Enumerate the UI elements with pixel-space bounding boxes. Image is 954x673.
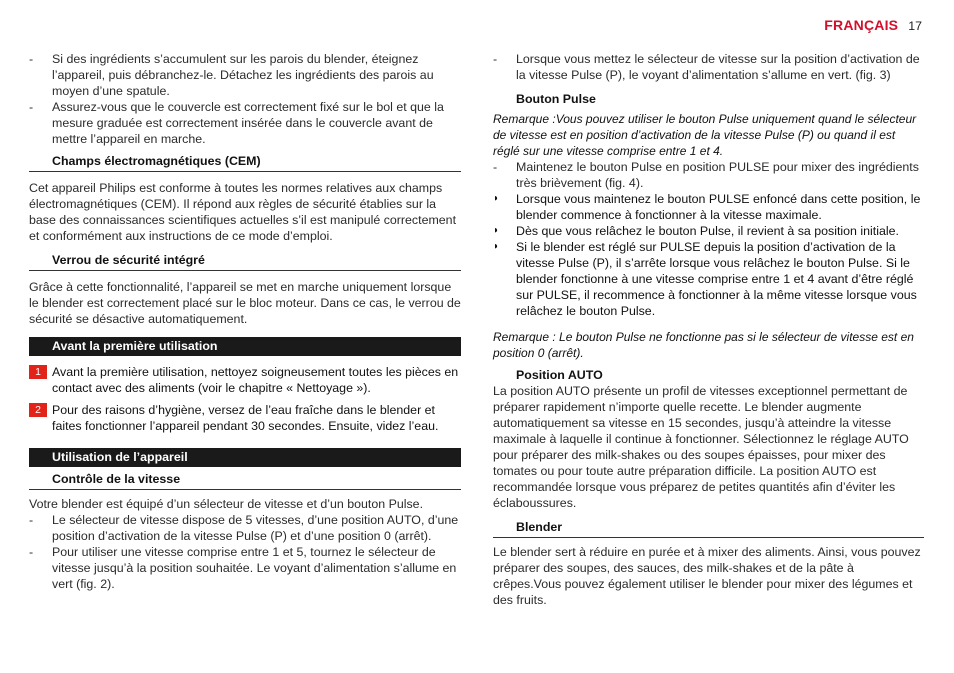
step-item bbox=[29, 402, 461, 434]
right-column bbox=[493, 51, 924, 608]
page-number: 17 bbox=[908, 19, 922, 33]
language-label: FRANÇAIS bbox=[824, 17, 899, 33]
step-number-badge: 2 bbox=[29, 403, 47, 417]
cem-paragraph: Cet appareil Philips est conforme à toutes les normes relatives aux champs électromagnétiques (CEM). Il répond aux règles de sécurité établies sur la base des connaissances scientifiques actuelles s’il est manipulé correctement et conformément aux instructions de ce mode d’emploi. bbox=[29, 181, 457, 243]
step-item bbox=[29, 364, 461, 396]
section-heading-pulse: Bouton Pulse bbox=[516, 92, 596, 106]
pulse-note: Remarque :Vous pouvez utiliser le bouton Pulse uniquement quand le sélecteur de vitesse est en position d’activation de la vitesse Pulse (P) ou quand il est réglé sur une vitesse comprise entre 1 et 4. bbox=[493, 112, 917, 158]
speed-intro: Votre blender est équipé d’un sélecteur de vitesse et d’un bouton Pulse. bbox=[29, 497, 424, 511]
section-heading-lock: Verrou de sécurité intégré bbox=[29, 252, 461, 271]
bullet-text: Dès que vous relâchez le bouton Pulse, il revient à sa position initiale. bbox=[516, 224, 899, 238]
bullet-text: Lorsque vous maintenez le bouton PULSE enfoncé dans cette position, le blender commence à fonctionner à la vitesse maximale. bbox=[516, 192, 921, 222]
section-heading-cem: Champs électromagnétiques (CEM) bbox=[29, 153, 461, 172]
bullet-icon: ◗ bbox=[493, 241, 500, 252]
section-heading-speed: Contrôle de la vitesse bbox=[29, 471, 461, 490]
bullet-icon: ◗ bbox=[493, 193, 500, 204]
list-item: - Assurez-vous que le couvercle est correctement fixé sur le bol et que la mesure graduée est correctement insérée dans le couvercle avant de mettre l’appareil en marche. bbox=[29, 99, 461, 147]
list-item: - Maintenez le bouton Pulse en position PULSE pour mixer des ingrédients très brièvement (fig. 4). bbox=[493, 159, 924, 191]
blender-paragraph: Le blender sert à réduire en purée et à mixer des aliments. Ainsi, vous pouvez préparer des soupes, des sauces, des milk-shakes et de la pâte à crêpes.Vous pouvez également utiliser le blender pour mixer des légumes et des fruits. bbox=[493, 545, 921, 607]
page-header bbox=[824, 17, 922, 34]
step-number-badge: 1 bbox=[29, 365, 47, 379]
bullet-item bbox=[493, 239, 924, 319]
bullet-item bbox=[493, 223, 924, 239]
bullet-item bbox=[493, 191, 924, 223]
section-heading-blender: Blender bbox=[493, 519, 924, 538]
lock-paragraph: Grâce à cette fonctionnalité, l’appareil se met en marche uniquement lorsque le blender est correctement placé sur le bloc moteur. Dans ce cas, le verrou de sécurité se désactive automatiquement. bbox=[29, 280, 461, 326]
bullet-text: Si le blender est réglé sur PULSE depuis la position d’activation de la vitesse Pulse (P), il s’arrête lorsque vous relâchez le bouton Pulse. Si le blender fonctionne à une vitesse comprise entre 1 et 4 avant d’être réglé sur PULSE, il recommence à fonctionner à la même vitesse lorsque vous relâchez le bouton Pulse. bbox=[516, 240, 917, 318]
list-item: - Si des ingrédients s’accumulent sur les parois du blender, éteignez l’appareil, puis débranchez-le. Détachez les ingrédients des parois au moyen d’une spatule. bbox=[29, 51, 461, 99]
left-column bbox=[29, 51, 461, 592]
section-bar-first-use: Avant la première utilisation bbox=[29, 337, 461, 356]
step-text: Avant la première utilisation, nettoyez soigneusement toutes les pièces en contact avec des aliments (voir le chapitre « Nettoyage »). bbox=[52, 365, 459, 395]
list-item: - Pour utiliser une vitesse comprise entre 1 et 5, tournez le sélecteur de vitesse jusqu’à la position souhaitée. Le voyant d’alimentation s’allume en vert (fig. 2). bbox=[29, 544, 461, 592]
pulse-note-2: Remarque : Le bouton Pulse ne fonctionne pas si le sélecteur de vitesse est en position 0 (arrêt). bbox=[493, 330, 914, 360]
step-text: Pour des raisons d’hygiène, versez de l’eau fraîche dans le blender et faites fonctionner l’appareil pendant 30 secondes. Ensuite, videz l’eau. bbox=[52, 403, 439, 433]
section-heading-auto: Position AUTO bbox=[516, 368, 603, 382]
list-item: - Lorsque vous mettez le sélecteur de vitesse sur la position d’activation de la vitesse Pulse (P), le voyant d’alimentation s’allume en vert. (fig. 3) bbox=[493, 51, 924, 83]
list-item: - Le sélecteur de vitesse dispose de 5 vitesses, d’une position AUTO, d’une position d’activation de la vitesse Pulse (P) et d’une position 0 (arrêt). bbox=[29, 512, 461, 544]
bullet-icon: ◗ bbox=[493, 225, 500, 236]
section-bar-usage: Utilisation de l’appareil bbox=[29, 448, 461, 467]
auto-paragraph: La position AUTO présente un profil de vitesses exceptionnel permettant de préparer rapidement n’importe quelle recette. Le blender augmente automatiquement sa vitesse en 15 secondes, jusqu’à atteindre la vitesse maximale à laquelle il continue à fonctionner. Sélectionnez le réglage AUTO pour préparer des milk-shakes ou des soupes épaisses, pour mixer des tomates ou pour toute autre préparation difficile. La position AUTO est recommandée lorsque vous préparez de petites quantités afin d’éviter les éclaboussures. bbox=[493, 384, 909, 510]
